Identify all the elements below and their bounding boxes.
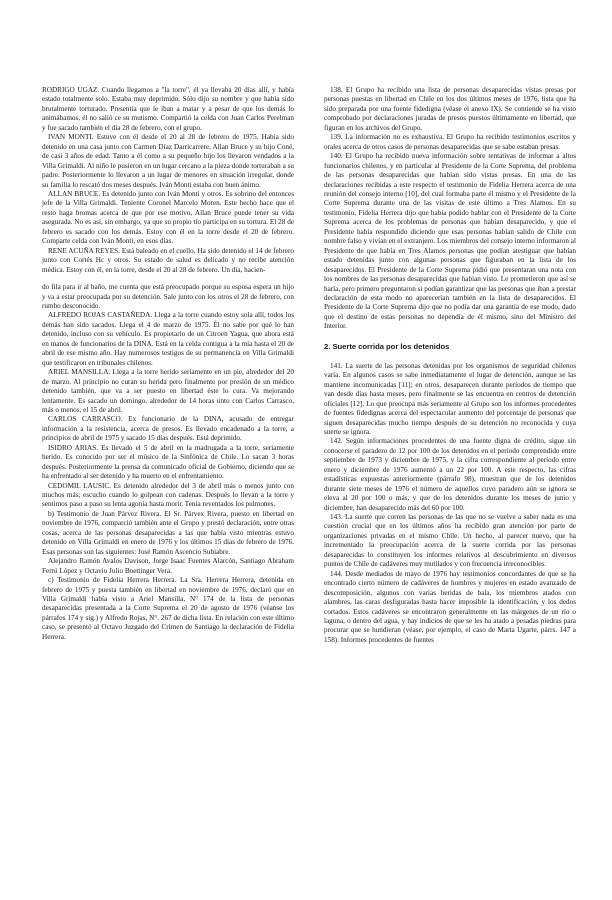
testimony-carlos-carrasco: CARLOS CARRASCO. Ex funcionario de la DINA, acusado de entregar información a la resistencia, acerca de presos. Es llevado encadenado a la torre, a principios de abril de 1975 y sacado 15 días después. Está deprimido.	[42, 415, 294, 443]
paragraph-140: 140. El Grupo ha recibido nueva información sobre tentativas de informar a altos funcionarios chilenos, y en particular al Presidente de la Corte Suprema, del problema de las personas desaparecidas que habían sido vistas presas. En una de las declaraciones recibidas a este respecto el testimonio de Fidelia Herrera acerca de una reunión del consejo interno [10], del cual formaba parte él mismo y el Presidente de la Corte Suprema durante una de las visitas de este último a Tres Alamos. En su testimonio, Fidelia Herrera dijo que había podido hablar con el Presidente de la Corte Suprema acerca de los problemas de personas que habían desaparecido, y que el Presidente había respondido diciendo que esas personas habían salido de Chile con nombre falso y vivían en el extranjero. Los miembros del consejo interno informaron al Presidente de que había en Tres Alamos personas que podían atestiguar que habían estado detenidas junto con algunas personas que figuraban en la lista de los desaparecidos. El Presidente de la Corte Suprema pidió que presentaran una nota con los nombres de las personas desaparecidas que habían visto. Le prometieron que así se haría, pero primero preguntaron si podían garantizar que las personas que iban a prestar declaración de esta modo no aparecerían también en la lista de desaparecidos. El Presidente de la Corte Suprema dijo que no podía dar una garantía de ese modo, dado que el destino de estas personas no dependía de él mismo, sino del Ministro del Interior.	[324, 152, 576, 331]
testimony-rodrigo-ugaz: RODRIGO UGAZ. Cuando llegamos a "la torre", él ya llevaba 20 días allí, y había estado totalmente solo. Estaba muy deprimido. Sólo dijo su nombre y que había sido brutalmente torturado. Presentía que le iban a matar y a pesar de que los demás lo animábamos, él no salió ce su mutismo. Compartió la celda con Juan Carlos Perelman y fue sacado también el día 28 de febrero, con el grupo.	[42, 86, 294, 132]
testimony-ivan-monti: IVAN MONTI. Estuve con él desde el 20 al 28 de febrero de 1975. Había sido detenido en una casa junto con Carmen Díaz Darricarrere, Allan Bruce y su hijo Coné, de casi 3 años de edad. Tanto a él como a su pequeño hijo los llevaron vendados a la Villa Grimaldi. Al niño le pusieron en un lugar cercano a la pieza donde torturaban a su padre. Posteriormente lo llevaron a un lugar de menores en situación irregular, donde su familia lo rescató dos meses después. Iván Monti estaba con buen ánimo.	[42, 133, 294, 189]
paragraph-139: 139. La información no es exhaustiva. El Grupo ha recibido testimonios escritos y orales acerca de otros casos de personas desaparecidas que se sabe estaban presas.	[324, 133, 576, 151]
testimony-isidro-arias: ISIDRO ARIAS. Es llevado el 5 de abril en la madrugada a la torre, seriamente herido. Es conocido por ser el músico de la Sinfónica de Chile. Lo sacan 3 horas después. Posteriormente la prensa da comunicado oficial de Gobierno, diciendo que se ha enfrentado al ser detenido y ha muerto en el enfrentamiento.	[42, 443, 294, 481]
testimony-cedomil-lausic: CEDOMIL LAUSIC. Es detenido alrededor del 3 de abril más o menos junto con muchos más; escucho cuando lo golpean con cadenas. Después lo llevan a la torre y sentimos paso a paso su lenta agonía hasta morir. Tenía reventados los pulmones.	[42, 481, 294, 509]
testimony-fidelia-herrera: c) Testimonio de Fidelia Herrera Herrera. La Sra. Herrera Herrera, detenida en febrero de 1975 y puesta también en libertad en noviembre de 1976, declaró que en Villa Grimaldi había visto a Ariel Mansilla, N° 174 de la lista de personas desaparecidas presentada a la Corte Suprema el 20 de agosto de 1976 (véanse los párrafos 174 y sig.) y Alfredo Rojas, N°. 267 de dicha lista. En relación con este último caso, se presentó al Octavo Juzgado del Crimen de Santiago la declaración de Fidelia Herrera.	[42, 576, 294, 641]
testimony-rene-acuna: RENE ACUÑA REYES. Está baleado en el cuello. Ha sido detenido el 14 de febrero junto con Cortés Hc y otros. Su estado de salud es delicado y no recibe atención médica. Estoy con él, en la torre, desde el 20 al 28 de febrero. Un día, hacien-	[42, 246, 294, 274]
testimony-names-list: Alejandro Ramón Avalos Davison, Jorge Isaac Fuentes Alarcón, Santiago Abraham Ferrú López y Octavio Julio Boettinger Vera.	[42, 557, 294, 575]
testimony-juan-parvex: b) Testimonio de Juan Párvez Rivera. El Sr. Párvex Rivera, puesto en libertad en noviembre de 1976, comparció también ante el Grupo y prestó declaración, entre otras cosas, acerca de las personas desaparecidas a las que había visto mientras estuvo detenido en Villa Grimaldi en enero de 1976 y los últimos 15 días de febrero de 1976. Esas personas son las siguientes: José Ramón Ascencio Subiabre.	[42, 509, 294, 556]
testimony-rene-acuna-continued: do fila para ir al baño, me cuenta que está preocupado porque su esposa espera un hijo y va a estar preocupada por su detención. Sale junto con los otros el 28 de febrero, con rumbo desconocido.	[42, 283, 294, 310]
testimony-allan-bruce: ALLAN BRUCE. Es detenido junto con Iván Monti y otros. Es sobrino del entonces jefe de la Villa Grimaldi. Teniente Coronel Marcelo Moren. Este hecho hace que el resto haga bromas acerca de que por ese motivo, Allan Bruce puede tener su vida asegurada. No es así, sin embargo, ya que su propio tío participa en su tortura. El 28 de febrero es sacado con los demás. Estoy con él en la torre desde el 20 de febrero. Comparte celda con Iván Monti, en esos días.	[42, 189, 294, 246]
paragraph-143: 143. La suerte que corren las personas de las que no se vuelve a saber nada es una cuestión crucial que en los últimos años ha recibido gran atención por parte de organizaciones privadas en el mismo Chile. Un hecho, al parecer nuevo, que ha incrementado la preocupación acerca de la suerte corrida por las personas desaparecidas lo constituyen los informes relativos al descubrimiento en diversos puntos de Chile de cadáveres muy mutilados y con frecuencia irreconocibles.	[324, 513, 576, 569]
paragraph-141: 141. La suerte de las personas detenidas por los organismos de seguridad chilenos varía. En algunos casos se sabe inmediatamente el lugar de detención, aunque se las mantiene incomunicadas [11]; en otros, desaparecen durante períodos de tiempo que van desde días hasta meses, pero finalmente se las encuentra en centros de detención oficiales [12]. Lo que preocupa más seriamente al Grupo son los informes procedentes de fuentes fidedignas acerca del espectacular aumento del porcentaje de personas que siguen desaparecidas mucho tiempo después de su detención no reconocida y cuya suerte se ignora.	[324, 361, 576, 436]
paragraph-142: 142. Según informaciones procedentes de una fuente digna de crédito, sigue sin conocerse el paradero de 12 por 100 de los detenidos en el período comprendido entre septiembre de 1973 y diciembre de 1975, y la cifra correspondiente al período entre enero y diciembre de 1976 aumentó a un 22 por 100. A este respecto, las cifras estadísticas expuestas anteriormente (párrafo 98), muestran que de los detenidos durante siete meses de 1976 el número de aquellos cuyo paradero aún se ignora se eleva al 20 por 100 o más, y que de los detenidos durante los meses de junio y diciembre, han desaparecido más del 60 por 100.	[324, 437, 576, 512]
right-column	[324, 86, 576, 645]
paragraph-144: 144. Desde mediados de mayo de 1976 hay testimonios concordantes de que se ha encontrado cierto número de cadáveres de hombres y mujeres en estado avanzado de descomposición, algunos con varias heridas de bala, los miembros atados con alambres, las caras desfiguradas hasta hacer imposible la identificación, y los dedos cortados. Estos cadáveres se encontraron generalmente en las márgenes de un río o laguna, o dentro del agua, y hay indicios de que se les ha atado a pesadas piedras para procurar que se hundieran (véase, por ejemplo, el caso de Marta Ugarte, párrs. 147 a 158). Informes procedentes de fuentes	[324, 569, 576, 644]
section-heading: 2. Suerte corrida por los detenidos	[324, 341, 450, 351]
testimony-ariel-mansilla: ARIEL MANSILLA. Llega a la torre herido seriamente en un pie, alrededor del 20 de marzo. Al principio no curan su herida pero finalmente por presión de un médico detenido también, que va a ser puesto en libertad éste lo cura. Va mejorando lentamente. Es sacado un domingo, alrededor de 14 horas unto con Carlos Carrasco, más o menos, el 15 de abril.	[42, 368, 294, 414]
paragraph-138: 138. El Grupo ha recibido una lista de personas desaparecidas vistas presas por personas puestas en libertad en Chile en los dos últimos meses de 1976, lista que ha sido preparada por una fuente fidedigna (véase el anexo IX). Se contiende se ha visto comprobado por declaraciones juradas de presos puestos últimamente en libertad, que figuran en los archivos del Grupo.	[324, 86, 576, 132]
testimony-alfredo-rojas: ALFREDO ROJAS CASTAÑEDA. Llega a la torre cuando estoy sola allí, todos los demás han sido sacados. Llega el 4 de marzo de 1975. Él no sabe por qué lo han detenido, incluso con su vehículo. Es propietario de un Citroen Yagua, que ahora está en manos de funcionarios de la DINA. Está en la celda contigua a la mía hasta el 20 de abril de ese mismo año. Hay numerosos testigos de su permanencia en Villa Grimaldi que testificaron en tribunales chilenos.	[42, 311, 294, 367]
left-column	[42, 86, 294, 642]
